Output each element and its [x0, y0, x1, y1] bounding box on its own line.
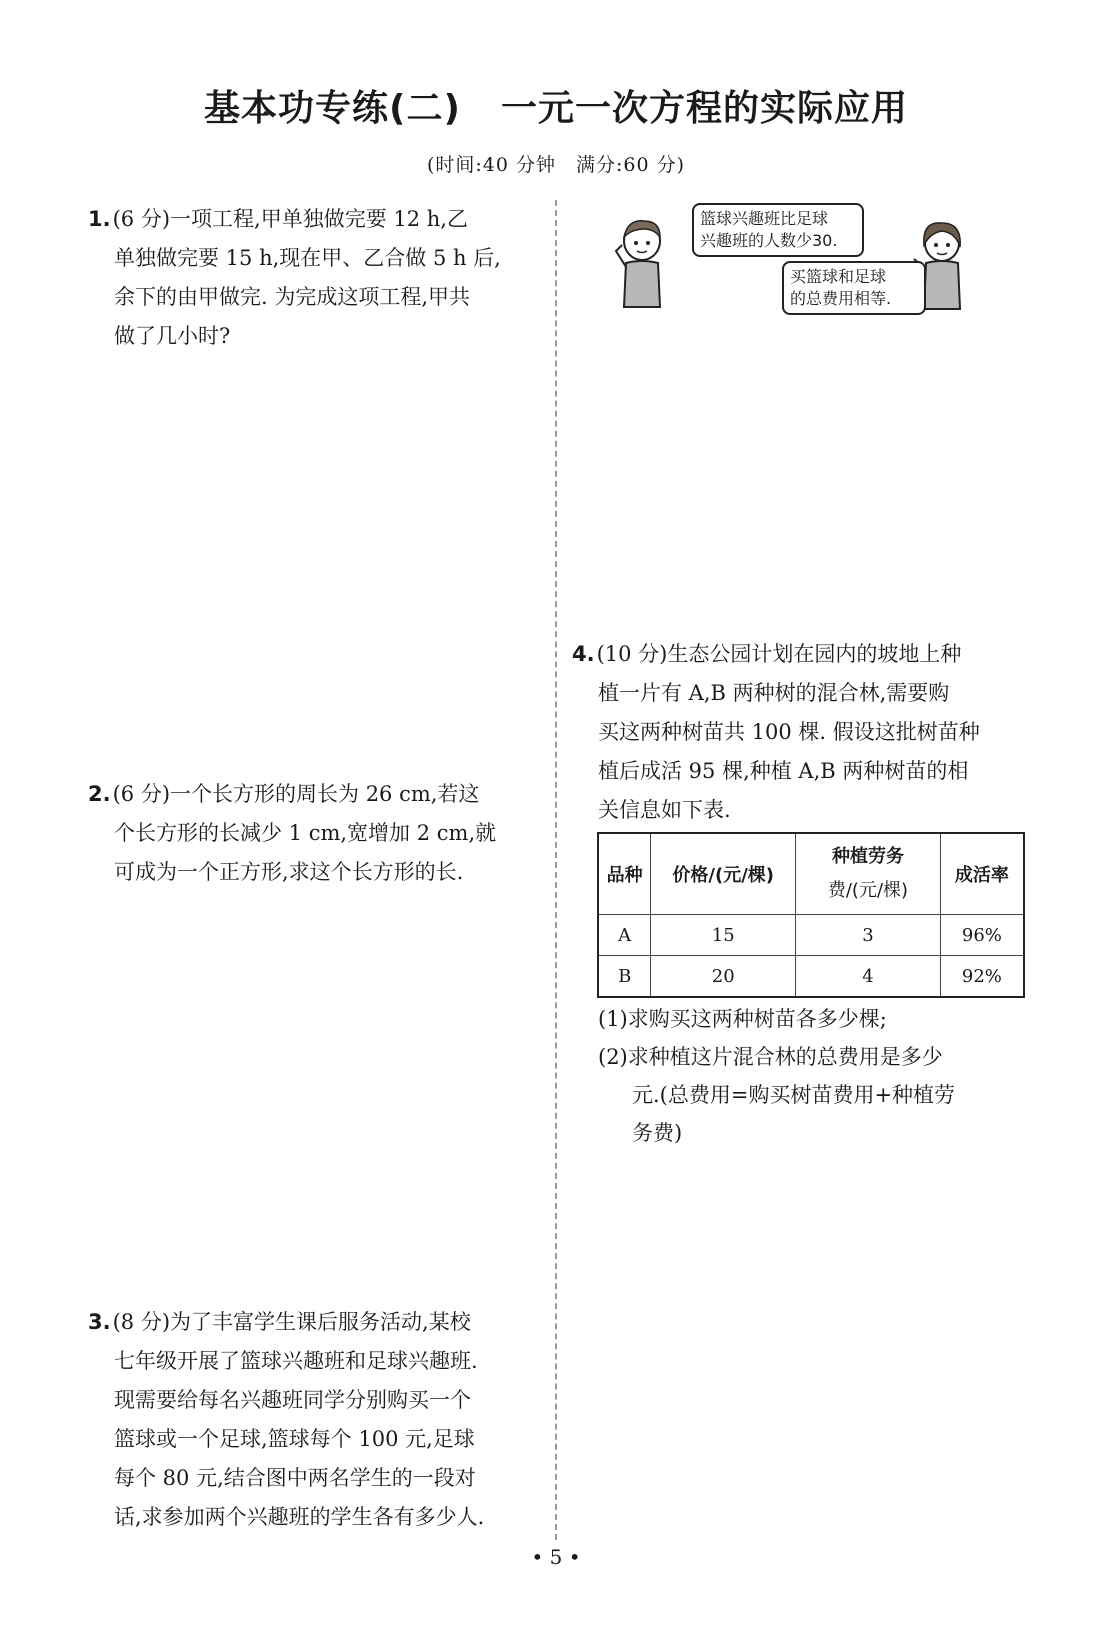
table-header-line: 种植劳务 [831, 846, 904, 867]
page-title [0, 80, 1112, 131]
table-header-line: 费/(元/棵) [827, 880, 909, 901]
question-4-line: 关信息如下表. [598, 798, 731, 822]
question-2 [88, 775, 538, 892]
question-text: (8 分)为了丰富学生课后服务活动,某校 [112, 1310, 471, 1334]
question-3-line: 篮球或一个足球,篮球每个 100 元,足球 [114, 1427, 475, 1451]
question-1-line [88, 200, 538, 239]
table-cell: 92% [940, 956, 1024, 998]
part-2-line: (2)求种植这片混合林的总费用是多少 [598, 1045, 943, 1069]
table-cell: 3 [796, 915, 941, 956]
question-4-line: 买这两种树苗共 100 棵. 假设这批树苗种 [598, 720, 980, 744]
question-3-line: 七年级开展了篮球兴趣班和足球兴趣班. [114, 1349, 478, 1373]
question-number: 3. [88, 1310, 111, 1334]
part-2-line: 元.(总费用=购买树苗费用+种植劳 [632, 1083, 956, 1107]
table-row [598, 915, 1024, 956]
question-3-line: 每个 80 元,结合图中两名学生的一段对 [114, 1466, 476, 1490]
dialogue-illustration [612, 195, 1052, 315]
boy-student-illustration [614, 215, 674, 315]
question-1-line: 单独做完要 15 h,现在甲、乙合做 5 h 后, [114, 246, 501, 270]
table-header-row [598, 833, 1024, 915]
time-score-info: (时间:40 分钟 满分:60 分) [426, 154, 686, 176]
table-cell: A [598, 915, 651, 956]
question-text: (6 分)一个长方形的周长为 26 cm,若这 [112, 782, 480, 806]
question-number: 1. [88, 207, 111, 231]
table-header: 品种 [598, 833, 651, 915]
question-3-line [88, 1303, 538, 1342]
table-header: 成活率 [940, 833, 1024, 915]
question-4-part-2 [598, 1038, 1038, 1152]
question-1 [88, 200, 538, 356]
question-number: 2. [88, 782, 111, 806]
bubble-text: 兴趣班的人数少30. [700, 231, 838, 250]
table-cell: 15 [651, 915, 796, 956]
bubble-text: 篮球兴趣班比足球 [700, 209, 829, 228]
question-4-line: 植一片有 A,B 两种树的混合林,需要购 [598, 681, 950, 705]
girl-speech-bubble [782, 261, 926, 315]
question-1-line: 余下的由甲做完. 为完成这项工程,甲共 [114, 285, 471, 309]
question-text: (6 分)一项工程,甲单独做完要 12 h,乙 [112, 207, 468, 231]
question-2-line: 个长方形的长减少 1 cm,宽增加 2 cm,就 [114, 821, 497, 845]
question-3 [88, 1303, 538, 1537]
question-number: 4. [572, 642, 595, 666]
question-4-line [572, 635, 1032, 674]
question-2-line: 可成为一个正方形,求这个长方形的长. [114, 860, 464, 884]
column-divider [555, 200, 557, 1540]
question-text: (10 分)生态公园计划在园内的坡地上种 [596, 642, 962, 666]
table-cell: B [598, 956, 651, 998]
bubble-text: 买篮球和足球 [790, 267, 887, 286]
table-row [598, 956, 1024, 998]
table-header [796, 833, 941, 915]
question-3-line: 话,求参加两个兴趣班的学生各有多少人. [114, 1505, 485, 1529]
question-4-part-1: (1)求购买这两种树苗各多少棵; [598, 1007, 887, 1031]
bubble-text: 的总费用相等. [790, 289, 892, 308]
title-part2: 一元一次方程的实际应用 [500, 88, 908, 129]
question-1-line: 做了几小时? [114, 324, 231, 348]
question-2-line [88, 775, 538, 814]
boy-speech-bubble [692, 203, 864, 257]
tree-info-table [597, 832, 1025, 998]
table-cell: 96% [940, 915, 1024, 956]
page-number: • 5 • [531, 1545, 581, 1569]
question-4 [572, 635, 1032, 830]
table-cell: 4 [796, 956, 941, 998]
question-3-line: 现需要给每名兴趣班同学分别购买一个 [114, 1388, 471, 1412]
table-cell: 20 [651, 956, 796, 998]
title-part1: 基本功专练(二) [204, 88, 461, 129]
table-header: 价格/(元/棵) [651, 833, 796, 915]
part-2-line: 务费) [632, 1121, 683, 1145]
question-4-line: 植后成活 95 棵,种植 A,B 两种树苗的相 [598, 759, 969, 783]
